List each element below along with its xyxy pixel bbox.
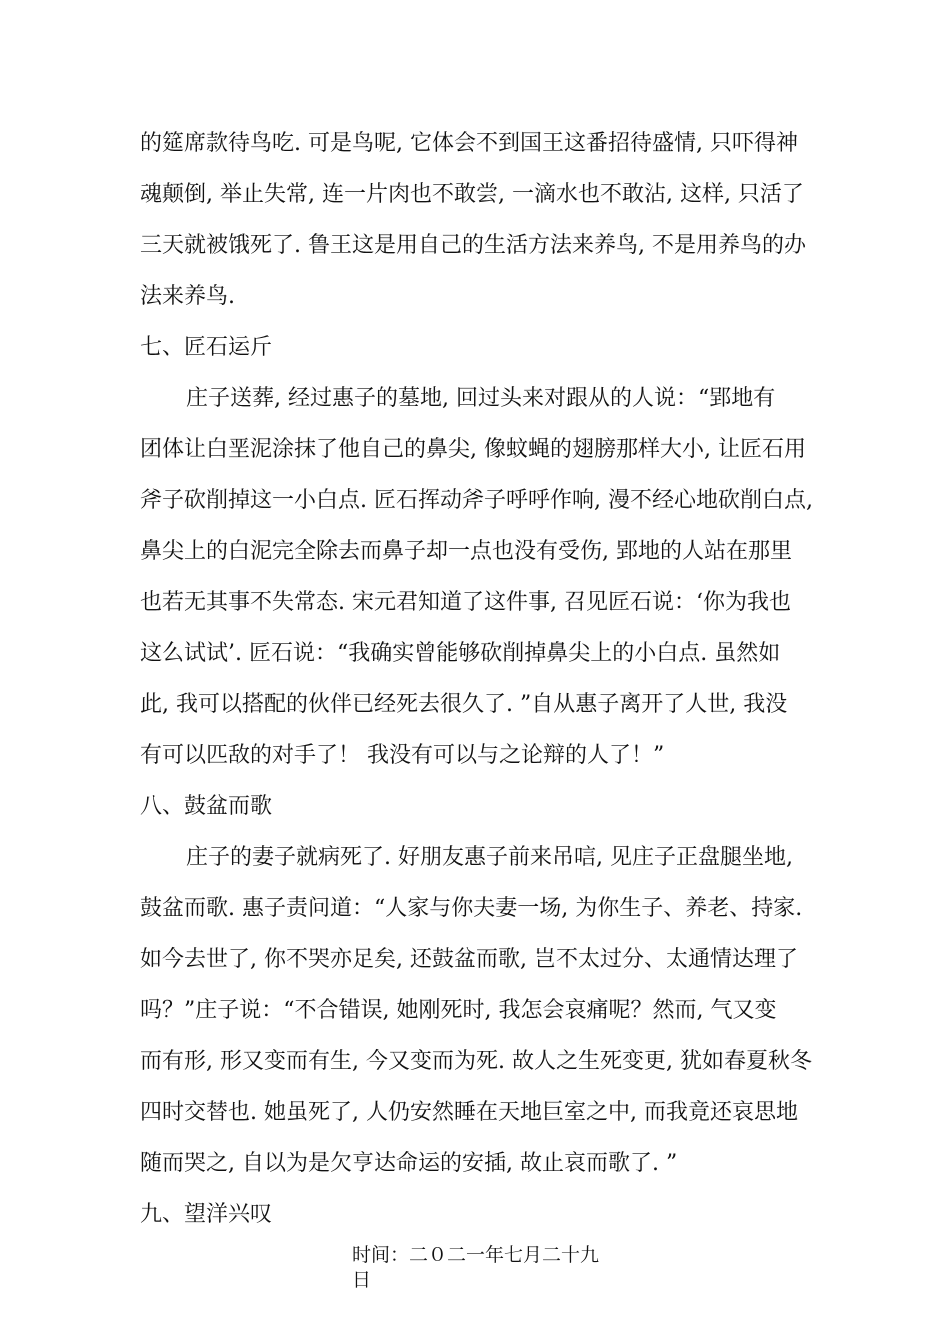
paragraph-line: 吗？”庄子说：“不合错误, 她刚死时, 我怎会哀痛呢？然而, 气又变 [140, 998, 777, 1023]
paragraph-line: 也若无其事不失常态. 宋元君知道了这件事, 召见匠石说：‘你为我也 [140, 590, 791, 615]
paragraph-line: 这么试试’. 匠石说：“我确实曾能够砍削掉鼻尖上的小白点. 虽然如 [140, 641, 781, 666]
page-footer-date [352, 1243, 652, 1293]
paragraph-line: 斧子砍削掉这一小白点. 匠石挥动斧子呼呼作响, 漫不经心地砍削白点, [140, 488, 813, 513]
paragraph-line: 的筵席款待鸟吃. 可是鸟呢, 它体会不到国王这番招待盛情, 只吓得神 [140, 131, 798, 156]
paragraph-line: 而有形, 形又变而有生, 今又变而为死. 故人之生死变更, 犹如春夏秋冬 [140, 1049, 812, 1074]
paragraph-line: 庄子送葬, 经过惠子的墓地, 回过头来对跟从的人说：“郢地有 [186, 386, 776, 411]
footer-date-line: 日 [352, 1269, 372, 1291]
section-heading: 八、鼓盆而歌 [140, 794, 273, 819]
document-body [140, 118, 820, 1240]
section-heading: 九、望洋兴叹 [140, 1202, 273, 1227]
paragraph-line: 魂颠倒, 举止失常, 连一片肉也不敢尝, 一滴水也不敢沾, 这样, 只活了 [140, 182, 804, 207]
paragraph-line: 随而哭之, 自以为是欠亨达命运的安插, 故止哀而歌了. ” [140, 1151, 678, 1176]
paragraph-line: 庄子的妻子就病死了. 好朋友惠子前来吊唁, 见庄子正盘腿坐地, [186, 845, 793, 870]
paragraph-line: 四时交替也. 她虽死了, 人仍安然睡在天地巨室之中, 而我竟还哀思地 [140, 1100, 798, 1125]
paragraph-line: 三天就被饿死了. 鲁王这是用自己的生活方法来养鸟, 不是用养鸟的办 [140, 233, 806, 258]
paragraph-line: 鼻尖上的白泥完全除去而鼻子却一点也没有受伤, 郢地的人站在那里 [140, 539, 792, 564]
paragraph-line: 此, 我可以搭配的伙伴已经死去很久了. ”自从惠子离开了人世, 我没 [140, 692, 788, 717]
paragraph-line: 法来养鸟. [140, 284, 235, 309]
paragraph-line: 如今去世了, 你不哭亦足矣, 还鼓盆而歌, 岂不太过分、太通情达理了 [140, 947, 798, 972]
paragraph-line: 有可以匹敌的对手了！ 我没有可以与之论辩的人了！” [140, 743, 665, 768]
section-heading: 七、匠石运斤 [140, 335, 273, 360]
paragraph-line: 鼓盆而歌. 惠子责问道：“人家与你夫妻一场, 为你生子、养老、持家. [140, 896, 803, 921]
footer-date-line: 时间：二０二一年七月二十九 [352, 1244, 600, 1266]
paragraph-line: 团体让白垩泥涂抹了他自己的鼻尖, 像蚊蝇的翅膀那样大小, 让匠石用 [140, 437, 806, 462]
